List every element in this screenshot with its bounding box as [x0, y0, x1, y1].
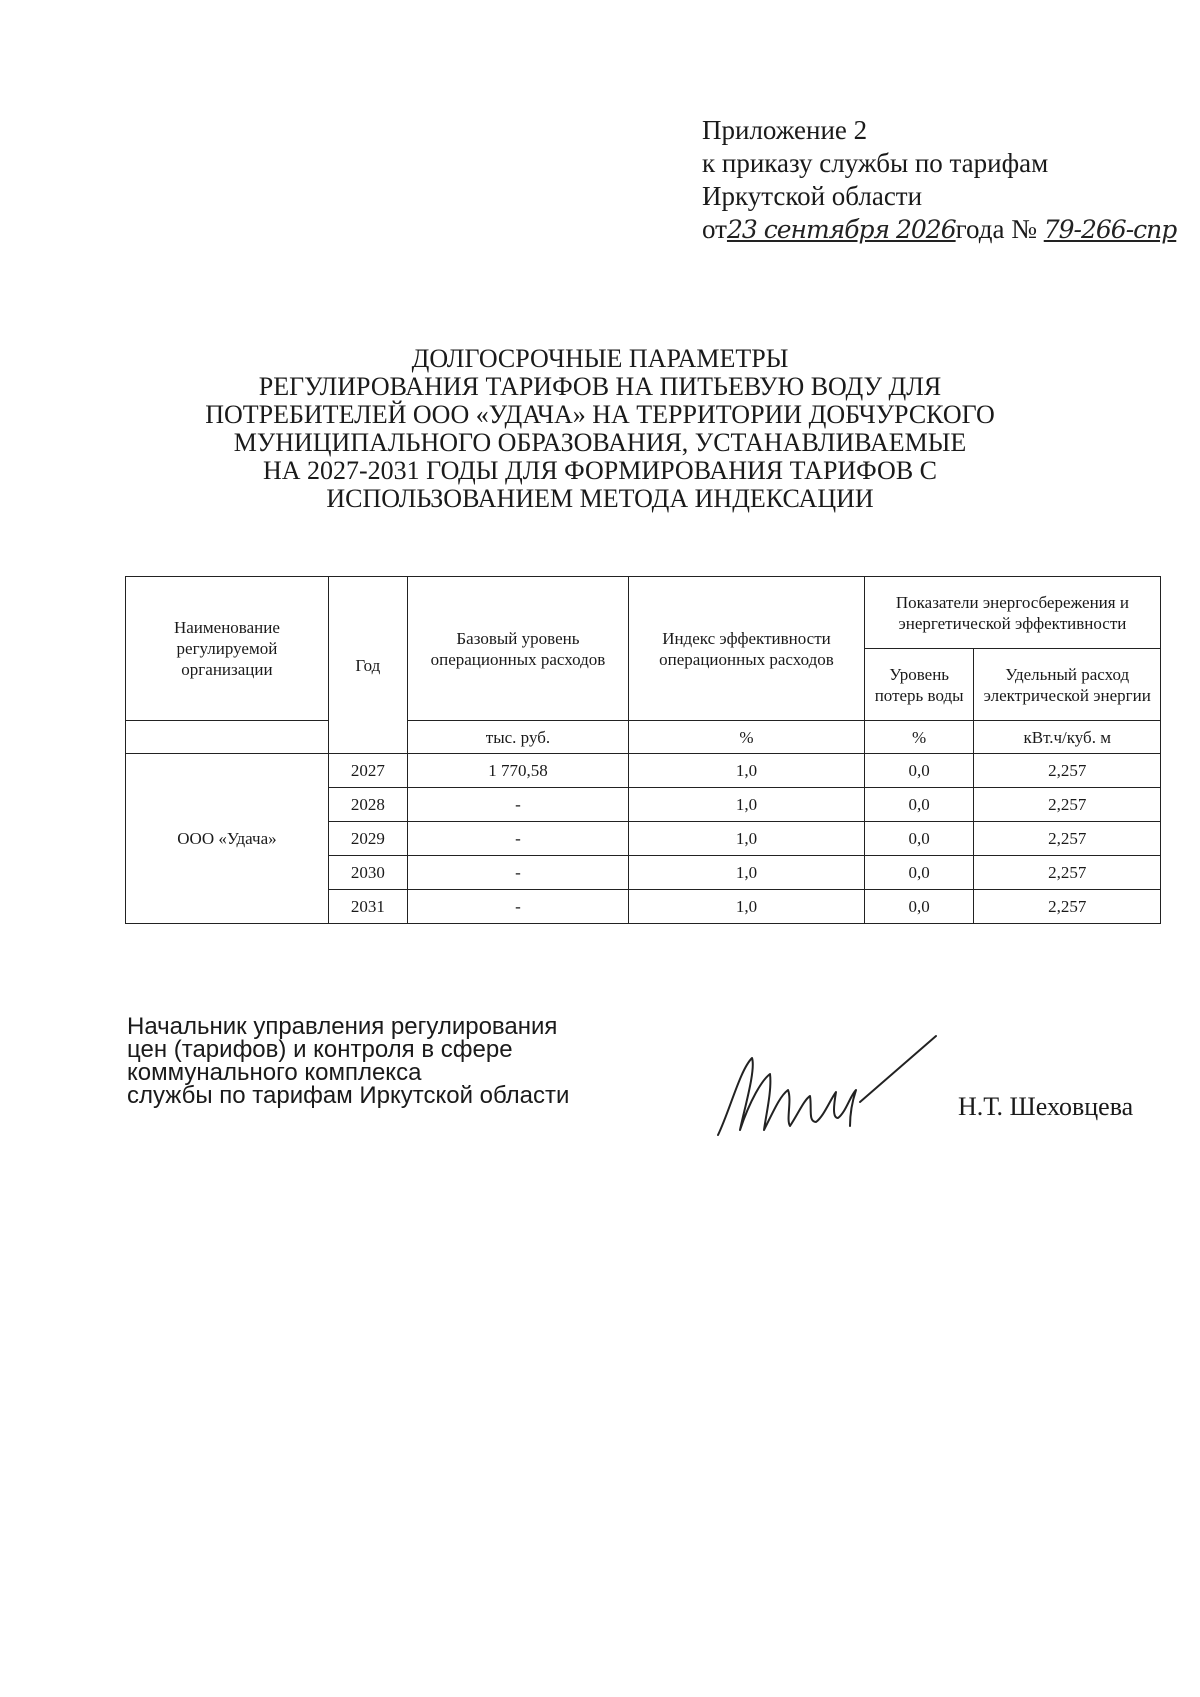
position-line-4: службы по тарифам Иркутской области [127, 1082, 570, 1109]
signatory-name: Н.Т. Шеховцева [958, 1092, 1134, 1121]
unit-base-level: тыс. руб. [407, 721, 628, 754]
appendix-line-1: Приложение 2 [702, 115, 868, 145]
cell-base: - [407, 856, 628, 890]
cell-base: - [407, 822, 628, 856]
unit-efficiency-index: % [629, 721, 865, 754]
date-prefix: от [702, 214, 727, 244]
cell-index: 1,0 [629, 788, 865, 822]
handwritten-signature [700, 1030, 940, 1150]
parameters-table [125, 576, 1161, 924]
header-water-loss: Уровень потерь воды [864, 649, 974, 721]
cell-index: 1,0 [629, 822, 865, 856]
cell-loss: 0,0 [864, 890, 974, 924]
unit-org-blank [126, 721, 329, 754]
header-base-level: Базовый уровень операционных расходов [407, 577, 628, 721]
signatory-position [127, 1015, 569, 1107]
cell-index: 1,0 [629, 890, 865, 924]
appendix-line-3: Иркутской области [702, 181, 923, 211]
title-line-4: МУНИЦИПАЛЬНОГО ОБРАЗОВАНИЯ, УСТАНАВЛИВАЕМЫЕ [233, 428, 967, 457]
cell-spec: 2,257 [974, 890, 1161, 924]
year-word: года № [955, 214, 1037, 244]
position-line-3: коммунального комплекса [127, 1059, 422, 1086]
cell-year: 2028 [328, 788, 407, 822]
title-line-2: РЕГУЛИРОВАНИЯ ТАРИФОВ НА ПИТЬЕВУЮ ВОДУ ДЛЯ [258, 372, 942, 401]
cell-index: 1,0 [629, 754, 865, 788]
header-year: Год [328, 577, 407, 754]
cell-year: 2029 [328, 822, 407, 856]
header-org-name: Наименование регулируемой организации [126, 577, 329, 721]
cell-base: 1 770,58 [407, 754, 628, 788]
document-title [180, 345, 1020, 513]
title-line-5: НА 2027-2031 ГОДЫ ДЛЯ ФОРМИРОВАНИЯ ТАРИФОВ С [262, 456, 938, 485]
header-energy-group: Показатели энергосбережения и энергетической эффективности [864, 577, 1160, 649]
appendix-line-2: к приказу службы по тарифам [702, 148, 1049, 178]
position-line-1: Начальник управления регулирования [127, 1013, 558, 1040]
organization-name: ООО «Удача» [126, 754, 329, 924]
cell-loss: 0,0 [864, 856, 974, 890]
title-line-6: ИСПОЛЬЗОВАНИЕМ МЕТОДА ИНДЕКСАЦИИ [326, 484, 874, 513]
appendix-header [702, 114, 1176, 246]
table-units-row [126, 721, 1161, 754]
handwritten-date: 23 сентября 2026 [726, 215, 956, 244]
cell-loss: 0,0 [864, 788, 974, 822]
cell-spec: 2,257 [974, 754, 1161, 788]
appendix-order-date [702, 213, 1176, 246]
handwritten-order-number: 79-266-спр [1043, 215, 1177, 244]
table-header-row [126, 577, 1161, 649]
unit-water-loss: % [864, 721, 974, 754]
unit-specific-consumption: кВт.ч/куб. м [974, 721, 1161, 754]
cell-year: 2027 [328, 754, 407, 788]
title-line-3: ПОТРЕБИТЕЛЕЙ ООО «УДАЧА» НА ТЕРРИТОРИИ ДОБЧУРСКОГО [205, 400, 995, 429]
header-specific-consumption: Удельный расход электрической энергии [974, 649, 1161, 721]
cell-base: - [407, 788, 628, 822]
position-line-2: цен (тарифов) и контроля в сфере [127, 1036, 513, 1063]
cell-index: 1,0 [629, 856, 865, 890]
cell-spec: 2,257 [974, 788, 1161, 822]
cell-year: 2030 [328, 856, 407, 890]
cell-spec: 2,257 [974, 856, 1161, 890]
cell-year: 2031 [328, 890, 407, 924]
cell-base: - [407, 890, 628, 924]
cell-spec: 2,257 [974, 822, 1161, 856]
table-row [126, 754, 1161, 788]
cell-loss: 0,0 [864, 822, 974, 856]
title-line-1: ДОЛГОСРОЧНЫЕ ПАРАМЕТРЫ [411, 344, 789, 373]
header-efficiency-index: Индекс эффективности операционных расходов [629, 577, 865, 721]
cell-loss: 0,0 [864, 754, 974, 788]
